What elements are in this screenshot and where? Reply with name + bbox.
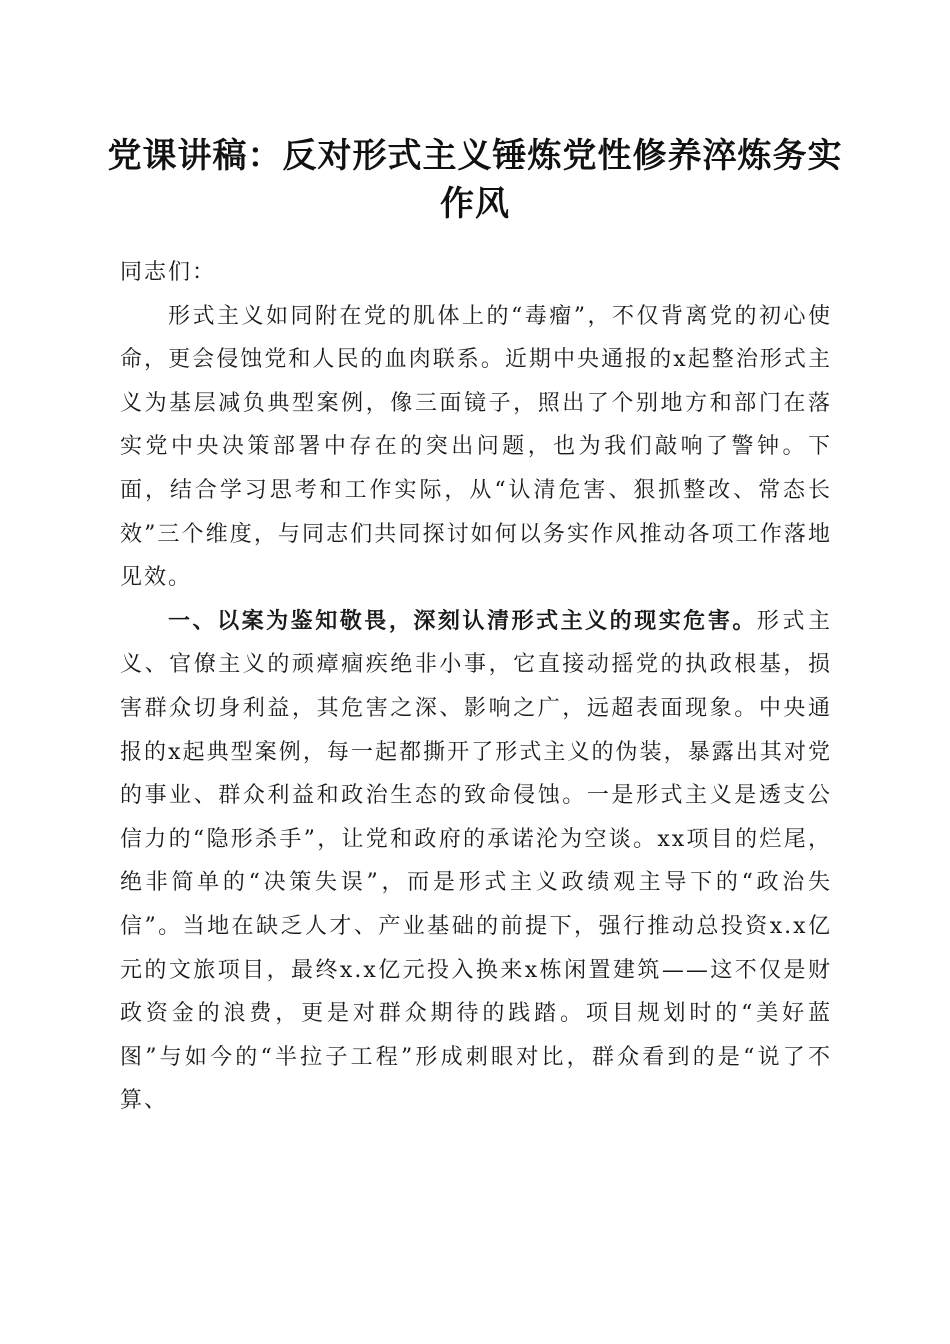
- section-1-text: 形式主义、官僚主义的顽瘴痼疾绝非小事，它直接动摇党的执政根基，损害群众切身利益，其危害之深、影响之广，远超表面现象。中央通报的x起典型案例，每一起都撕开了形式主义的伪装，暴露出其对党的事业、群众利益和政治生态的致命侵蚀。一是形式主义是透支公信力的“隐形杀手”，让党和政府的承诺沦为空谈。xx项目的烂尾，绝非简单的“决策失误”，而是形式主义政绩观主导下的“政治失信”。当地在缺乏人才、产业基础的前提下，强行推动总投资x.x亿元的文旅项目，最终x.x亿元投入换来x栋闲置建筑——这不仅是财政资金的浪费，更是对群众期待的践踏。项目规划时的“美好蓝图”与如今的“半拉子工程”形成刺眼对比，群众看到的是“说了不算、: [120, 608, 832, 1114]
- paragraph-intro: 形式主义如同附在党的肌体上的“毒瘤”，不仅背离党的初心使命，更会侵蚀党和人民的血肉联系。近期中央通报的x起整治形式主义为基层减负典型案例，像三面镜子，照出了个别地方和部门在落实党中央决策部署中存在的突出问题，也为我们敲响了警钟。下面，结合学习思考和工作实际，从“认清危害、狠抓整改、常态长效”三个维度，与同志们共同探讨如何以务实作风推动各项工作落地见效。: [120, 303, 832, 591]
- document-title: 党课讲稿：反对形式主义锤炼党性修养淬炼务实作风: [107, 136, 843, 224]
- document-body: [120, 251, 832, 1123]
- section-1-heading: 一、以案为鉴知敬畏，深刻认清形式主义的现实危害。: [168, 608, 757, 634]
- salutation: 同志们：: [120, 260, 217, 285]
- paragraph-section-1: [120, 600, 832, 1123]
